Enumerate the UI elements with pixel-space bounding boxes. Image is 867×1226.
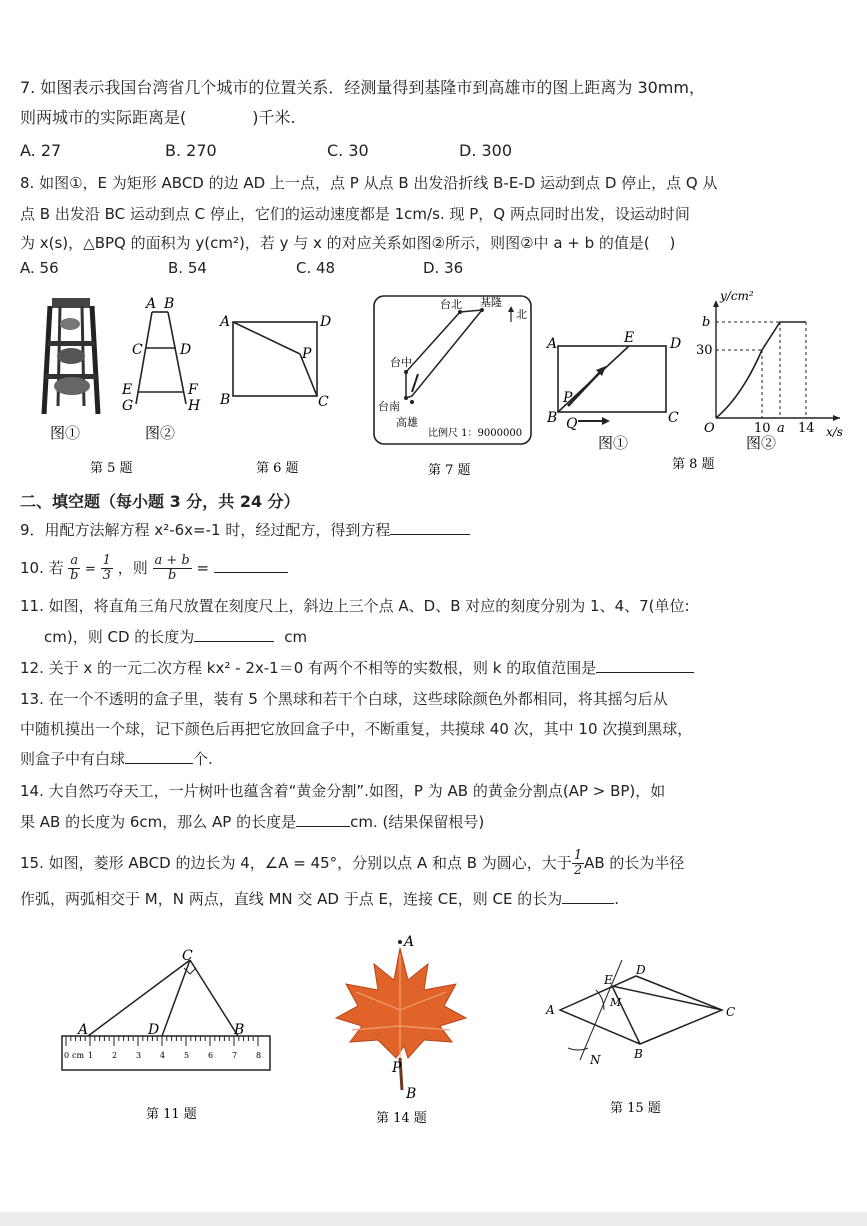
q7-line1: 7. 如图表示我国台湾省几个城市的位置关系．经测量得到基隆市到高雄市的图上距离为 30mm， — [20, 78, 705, 97]
fig5-left-label: 图① — [50, 424, 81, 442]
q14-line1: 14. 大自然巧夺天工，一片树叶也蕴含着“黄金分割”.如图，P 为 AB 的黄金分割点(AP > BP)，如 — [20, 782, 666, 800]
fig8-point-e: E — [624, 330, 635, 346]
q12-answer-blank — [596, 656, 694, 673]
fig5-right-label: 图② — [145, 424, 176, 442]
fig5-point-b: B — [164, 296, 175, 312]
q10-frac-one-third: $\frac{1}{3}$ — [102, 553, 111, 583]
q10-frac-a-over-b: $\frac{a}{b}$ — [70, 553, 79, 583]
fig8-right-label: 图② — [746, 434, 777, 452]
fig8-graph-x-tick-10: 10 — [754, 421, 771, 436]
fig8-graph-x-axis-label: x/s — [826, 425, 843, 439]
fig11-point-a: A — [78, 1022, 89, 1038]
caption-q15: 第 15 题 — [610, 1101, 661, 1116]
q14-line2 — [20, 810, 484, 834]
q11-unit: cm — [284, 628, 308, 646]
q11-answer-blank — [194, 625, 274, 642]
fig11-point-d: D — [148, 1022, 160, 1038]
q8-line1: 8. 如图①，E 为矩形 ABCD 的边 AD 上一点，点 P 从点 B 出发沿折线 B-E-D 运动到点 D 停止，点 Q 从 — [20, 174, 718, 192]
q8-option-d: D. 36 — [423, 259, 464, 277]
fig11-ruler-label-5: 5 — [184, 1051, 190, 1060]
q7-line2 — [20, 106, 296, 130]
fig14-point-p: P — [392, 1060, 402, 1076]
q15-line1 — [20, 846, 684, 880]
q15-line1-start: 15. 如图，菱形 ABCD 的边长为 4，∠A = 45°，分别以点 A 和点 B 为圆心，大于 — [20, 854, 572, 872]
fig11-ruler-label-4: 4 — [160, 1051, 166, 1060]
fig15-point-b: B — [634, 1047, 643, 1061]
fig8-point-p: P — [563, 390, 573, 406]
fig5-shelf-photo — [44, 298, 98, 414]
q10-line — [20, 548, 288, 590]
fig7-city-tainan: 台南 — [378, 400, 400, 413]
fig6-point-a: A — [220, 314, 231, 330]
fig6-point-c: C — [318, 394, 329, 410]
q9-answer-blank — [390, 518, 470, 535]
fig7-scale-label: 比例尺 1：9000000 — [428, 428, 523, 439]
fig8-left-label: 图① — [598, 434, 629, 452]
fig11-ruler-label-6: 6 — [208, 1051, 214, 1060]
q13-line1: 13. 在一个不透明的盒子里，装有 5 个黑球和若干个白球，这些球除颜色外都相同，将其摇匀后从 — [20, 690, 668, 708]
fig14-point-a: A — [404, 934, 415, 950]
q7-option-d: D. 300 — [459, 141, 513, 160]
fig11-ruler-label-8: 8 — [256, 1051, 262, 1060]
q10-post: = — [196, 559, 210, 577]
q8-option-a: A. 56 — [20, 259, 59, 277]
q10-pre: 10. 若 — [20, 559, 64, 577]
fig5-point-e: E — [122, 382, 133, 398]
fig11-ruler-label-1: 1 — [88, 1051, 94, 1060]
q10-answer-blank — [214, 556, 288, 573]
fig11-ruler-label-7: 7 — [232, 1051, 238, 1060]
q12-line — [20, 656, 694, 680]
q11-line2-start: cm)，则 CD 的长度为 — [44, 628, 195, 646]
fig8-point-b: B — [547, 410, 558, 426]
fig15-point-e: E — [604, 973, 613, 987]
q13-line3-start: 则盒子中有白球 — [20, 750, 126, 768]
fig11-ruler-label-3: 3 — [136, 1051, 142, 1060]
fig15-point-d: D — [636, 963, 646, 977]
fig8-graph-y-tick-30: 30 — [696, 343, 713, 358]
q15-answer-blank — [562, 887, 614, 904]
q12-text: 12. 关于 x 的一元二次方程 kx² - 2x-1＝0 有两个不相等的实数根，则 k 的取值范围是 — [20, 659, 597, 677]
fig7-city-taizhong: 台中 — [390, 356, 412, 369]
q10-frac-sum: $\frac{a + b}{b}$ — [154, 553, 190, 583]
fig7-north-label: 北 — [516, 308, 527, 321]
fig8-graph — [713, 300, 840, 421]
section2-title: 二、填空题（每小题 3 分，共 24 分） — [20, 492, 300, 511]
fig5-point-a: A — [146, 296, 157, 312]
fig11-ruler-unit: cm — [72, 1051, 85, 1060]
fig6-point-b: B — [220, 392, 231, 408]
fig15-point-a: A — [546, 1003, 555, 1017]
caption-q5: 第 5 题 — [90, 461, 133, 476]
q15-line1-end: AB 的长为半径 — [584, 854, 685, 872]
q7-option-b: B. 270 — [165, 141, 217, 160]
fig15-point-m: M — [610, 996, 622, 1009]
caption-q14: 第 14 题 — [376, 1111, 427, 1126]
fig11-ruler-label-2: 2 — [112, 1051, 118, 1060]
fig8-point-a: A — [547, 336, 558, 352]
q10-eq: = — [84, 562, 96, 577]
q15-line2-end: . — [614, 890, 619, 908]
q9-line — [20, 518, 470, 542]
q7-option-a: A. 27 — [20, 141, 62, 160]
fig15-point-n: N — [590, 1053, 601, 1067]
q13-line3-end: 个. — [193, 750, 213, 768]
fig5-point-f: F — [188, 382, 198, 398]
q7-line2-start: 则两城市的实际距离是( — [20, 108, 187, 127]
q8-option-b: B. 54 — [168, 259, 207, 277]
q13-answer-blank — [125, 747, 193, 764]
fig8-graph-y-tick-b: b — [702, 315, 711, 330]
fig8-point-d: D — [670, 336, 682, 352]
bottom-figures — [0, 930, 867, 1130]
fig8-arrow-q-icon — [602, 417, 610, 425]
q15-line2-start: 作弧，两弧相交于 M，N 两点，直线 MN 交 AD 于点 E，连接 CE，则 CE 的长为 — [20, 890, 563, 908]
q8-line2: 点 B 出发沿 BC 运动到点 C 停止，它们的运动速度都是 1cm/s. 现 P，Q 两点同时出发，设运动时间 — [20, 205, 690, 223]
caption-q7: 第 7 题 — [428, 463, 471, 476]
fig8-graph-x-tick-a: a — [777, 421, 785, 436]
q7-option-c: C. 30 — [327, 141, 369, 160]
q15-frac-half: $\frac{1}{2}$ — [573, 848, 583, 878]
q8-option-c: C. 48 — [296, 259, 336, 277]
fig5-ladder-diagram — [136, 312, 186, 404]
fig11-ruler-label-0: 0 — [64, 1051, 70, 1060]
fig5-point-c: C — [132, 342, 143, 358]
fig15-point-c: C — [726, 1005, 736, 1019]
fig8-graph-origin: O — [704, 421, 715, 436]
fig6-point-d: D — [320, 314, 332, 330]
q14-line2-end: cm. (结果保留根号) — [350, 813, 485, 831]
fig5-point-d: D — [180, 342, 192, 358]
fig11-triangle — [88, 960, 238, 1036]
fig5-point-g: G — [122, 398, 134, 414]
fig8-rectangle-diagram — [558, 346, 666, 421]
q7-line2-end: )千米. — [252, 108, 296, 127]
q14-answer-blank — [296, 810, 350, 827]
fig8-graph-y-axis-label: y/cm² — [720, 289, 754, 303]
page-bottom-bar — [0, 1212, 867, 1226]
q10-mid: ，则 — [117, 559, 148, 577]
q11-line2 — [44, 625, 307, 649]
q13-line3 — [20, 747, 213, 771]
q8-line3: 为 x(s)，△BPQ 的面积为 y(cm²)，若 y 与 x 的对应关系如图②所示，则图②中 a + b 的值是( ) — [20, 234, 676, 252]
fig11-ruler — [62, 1036, 270, 1070]
top-figures — [0, 286, 867, 476]
fig8-point-q: Q — [566, 416, 578, 432]
fig11-point-c: C — [182, 948, 193, 964]
q13-line2: 中随机摸出一个球，记下颜色后再把它放回盒子中，不断重复，共摸球 40 次，其中 10 次摸到黑球， — [20, 720, 693, 738]
fig7-city-taibei: 台北 — [440, 298, 462, 311]
fig7-city-gaoxiong: 高雄 — [396, 416, 418, 429]
caption-q8: 第 8 题 — [672, 457, 715, 472]
fig5-point-h: H — [188, 398, 201, 414]
fig8-graph-x-tick-14: 14 — [798, 421, 815, 436]
caption-q6: 第 6 题 — [256, 461, 299, 476]
fig7-city-jilong: 基隆 — [480, 296, 502, 309]
fig8-point-c: C — [668, 410, 679, 426]
q9-text: 9．用配方法解方程 x²-6x=-1 时，经过配方，得到方程 — [20, 521, 391, 539]
q11-line1: 11. 如图，将直角三角尺放置在刻度尺上，斜边上三个点 A、D、B 对应的刻度分别为 1、4、7(单位: — [20, 597, 690, 615]
fig6-point-p: P — [302, 346, 312, 362]
q14-line2-start: 果 AB 的长度为 6cm，那么 AP 的长度是 — [20, 813, 297, 831]
q15-line2 — [20, 887, 619, 911]
fig11-point-b: B — [234, 1022, 245, 1038]
caption-q11: 第 11 题 — [146, 1107, 197, 1122]
fig14-point-b: B — [406, 1086, 417, 1102]
